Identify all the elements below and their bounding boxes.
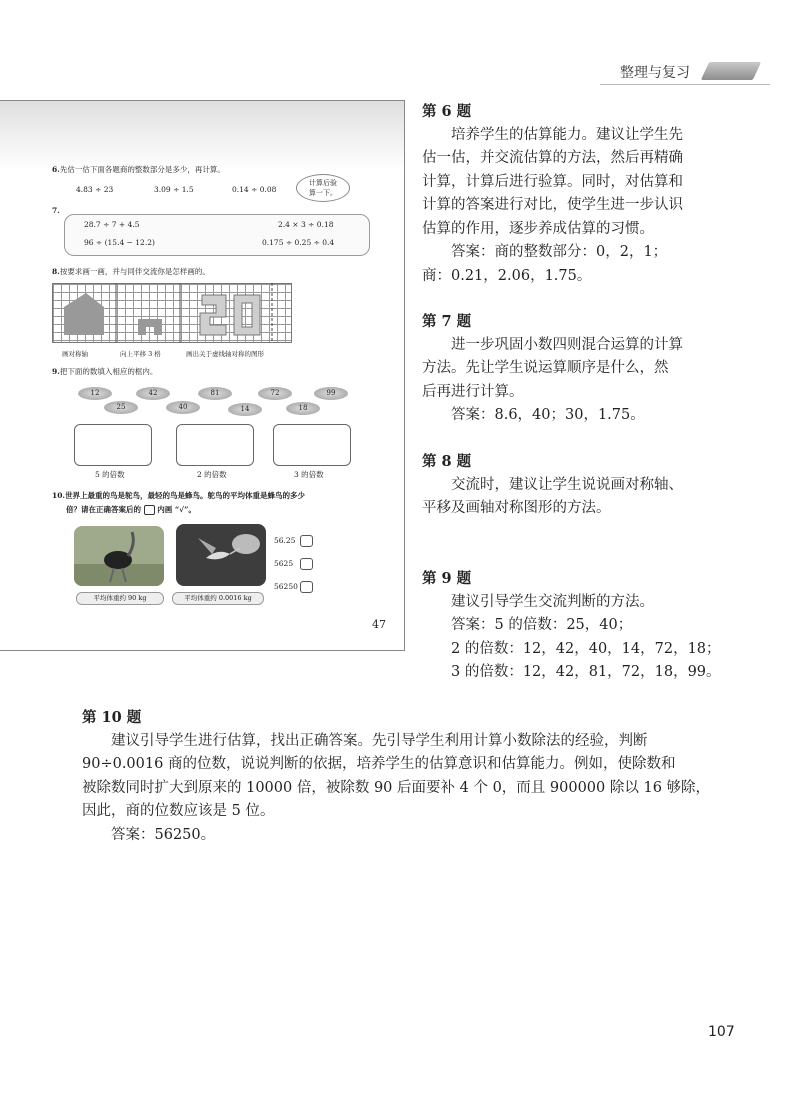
tb-q6-expr-1: 4.83 ÷ 23 [76, 185, 114, 194]
tb-q10-option-2: 5625 [274, 559, 294, 568]
commentary-q10-title: 第 10 题 [82, 709, 142, 726]
tb-q6-prompt [52, 164, 225, 175]
commentary-q9-title: 第 9 题 [422, 570, 472, 587]
tb-q9-number: 9. [52, 367, 60, 376]
commentary-q6-line: 培养学生的估算能力。建议让学生先 [451, 126, 683, 143]
number-chip: 40 [166, 401, 200, 414]
number-chip: 14 [228, 403, 262, 416]
digit-two-shape [200, 295, 226, 335]
ostrich-weight-label: 平均体重约 90 kg [76, 592, 164, 605]
commentary-q8 [422, 450, 722, 521]
tb-q10-text-2a: 倍？请在正确答案后的 [66, 505, 141, 514]
tb-q9-box-label-3: 3 的倍数 [294, 470, 324, 479]
commentary-q10-answer: 答案：56250。 [111, 826, 216, 843]
tb-q10-option-3: 56250 [274, 582, 298, 591]
commentary-q9-answer: 3 的倍数：12，42，81，72，18，99。 [451, 664, 721, 680]
commentary-q9 [422, 567, 722, 685]
tb-q8-prompt [52, 266, 210, 277]
tb-q7-expr-2: 2.4 × 3 ÷ 0.18 [278, 220, 334, 229]
tb-q6-number: 6. [52, 165, 60, 174]
shift-shape-part [154, 327, 162, 335]
option-2-checkbox[interactable] [300, 558, 313, 570]
shift-shape [138, 319, 162, 327]
section-tab-decoration [701, 62, 761, 80]
shift-shape-part [138, 327, 146, 335]
option-3-checkbox[interactable] [300, 581, 313, 593]
number-chip: 81 [198, 387, 232, 400]
tb-q9-box-multiples-5 [74, 424, 152, 466]
commentary-q10-line: 因此，商的位数应该是 5 位。 [82, 803, 275, 819]
commentary-q8-line: 交流时，建议让学生说说画对称轴、 [451, 476, 683, 493]
commentary-q10-line: 被除数同时扩大到原来的 10000 倍，被除数 90 后面要补 4 个 0，而且 900000 除以 16 够除， [82, 779, 711, 796]
tb-q7-expr-4: 0.175 ÷ 0.25 ÷ 0.4 [262, 238, 335, 247]
tb-q10-line2 [66, 504, 196, 515]
ostrich-photo [74, 526, 164, 586]
commentary-q9-answer: 2 的倍数：12，42，40，14，72，18； [451, 640, 721, 657]
tb-q7-expr-3: 96 ÷ (15.4 − 12.2) [84, 238, 155, 247]
number-chip: 12 [78, 387, 112, 400]
tb-q6-expr-3: 0.14 ÷ 0.08 [232, 185, 277, 194]
tb-q9-box-label-1: 5 的倍数 [95, 470, 125, 479]
house-shape [64, 293, 104, 335]
tb-q9-text: 把下面的数填入相应的框内。 [59, 367, 158, 376]
tb-q6-thought-bubble [296, 174, 350, 202]
commentary-q6-answer: 商：0.21，2.06，1.75。 [422, 267, 592, 284]
number-chip: 25 [104, 401, 138, 414]
commentary-q10-line: 90÷0.0016 商的位数，说说判断的依据，培养学生的估算意识和估算能力。例如，使除数和 [82, 756, 676, 772]
commentary-q6-line: 估算的作用，逐步养成估算的习惯。 [422, 220, 654, 237]
commentary-q10-line: 建议引导学生进行估算，找出正确答案。先引导学生利用计算小数除法的经验，判断 [111, 732, 648, 749]
commentary-q10 [82, 706, 722, 847]
tb-q10-line1 [52, 490, 305, 501]
number-chip: 42 [136, 387, 170, 400]
option-1-checkbox[interactable] [300, 535, 313, 547]
commentary-q6-line: 计算的答案进行对比，使学生进一步认识 [422, 197, 683, 213]
commentary-q6-answer: 答案：商的整数部分：0，2，1； [451, 244, 668, 260]
commentary-q7-line: 方法。先让学生说运算顺序是什么，然 [422, 360, 669, 376]
header-divider [600, 84, 770, 85]
commentary-q7-answer: 答案：8.6，40；30，1.75。 [451, 407, 645, 423]
commentary-q6-line: 计算，计算后进行验算。同时，对估算和 [422, 173, 683, 190]
textbook-page-number: 47 [372, 618, 386, 631]
tb-q7-expr-1: 28.7 ÷ 7 + 4.5 [84, 220, 140, 229]
tb-q10-number: 10. [52, 491, 66, 500]
tb-q8-text: 按要求画一画，并与同伴交流你是怎样画的。 [59, 267, 210, 276]
bubble-line-2: 算一下。 [309, 189, 337, 197]
tb-q6-text: 先估一估下面各题商的整数部分是多少，再计算。 [59, 165, 225, 174]
commentary-q7-line: 后再进行计算。 [422, 383, 524, 400]
tb-q8-caption-1: 画对称轴 [62, 350, 88, 358]
tb-q8-caption-2: 向上平移 3 格 [120, 350, 161, 358]
number-chip: 72 [258, 387, 292, 400]
commentary-q9-answer: 答案：5 的倍数：25，40； [451, 617, 633, 633]
tb-q9-box-multiples-2 [176, 424, 254, 466]
commentary-q8-title: 第 8 题 [422, 453, 472, 470]
inline-check-box [144, 505, 155, 515]
tb-q10-option-1: 56.25 [274, 536, 296, 545]
commentary-q9-line: 建议引导学生交流判断的方法。 [451, 593, 654, 610]
tb-q9-box-multiples-3 [273, 424, 351, 466]
commentary-q6-title: 第 6 题 [422, 103, 472, 120]
tb-q7-number: 7. [52, 206, 60, 215]
number-chip: 99 [314, 387, 348, 400]
tb-q10-text-1: 世界上最重的鸟是鸵鸟，最轻的鸟是蜂鸟。鸵鸟的平均体重是蜂鸟的多少 [65, 491, 306, 500]
commentary-q8-line: 平移及画轴对称图形的方法。 [422, 500, 611, 516]
hummingbird-weight-label: 平均体重约 0.0016 kg [172, 592, 264, 605]
tb-q8-shapes [52, 283, 292, 343]
number-chip: 18 [286, 402, 320, 415]
hummingbird-photo [176, 524, 266, 586]
tb-q9-prompt [52, 366, 157, 377]
page-number: 107 [708, 1024, 735, 1040]
commentary-q6 [422, 100, 722, 288]
commentary-q7-line: 进一步巩固小数四则混合运算的计算 [451, 336, 683, 353]
tb-q9-box-label-2: 2 的倍数 [197, 470, 227, 479]
digit-zero-shape [234, 295, 260, 335]
tb-q10-text-2b: 内画 “√”。 [157, 505, 196, 514]
section-title: 整理与复习 [620, 65, 690, 81]
commentary-q6-line: 估一估，并交流估算的方法，然后再精确 [422, 150, 683, 166]
tb-q6-expr-2: 3.09 ÷ 1.5 [154, 185, 194, 194]
tb-q8-caption-3: 画出关于虚线轴对称的图形 [186, 350, 264, 358]
commentary-q7-title: 第 7 题 [422, 313, 472, 330]
commentary-q7 [422, 310, 722, 428]
tb-q8-number: 8. [52, 267, 60, 276]
bubble-line-1: 计算后验 [309, 179, 337, 187]
